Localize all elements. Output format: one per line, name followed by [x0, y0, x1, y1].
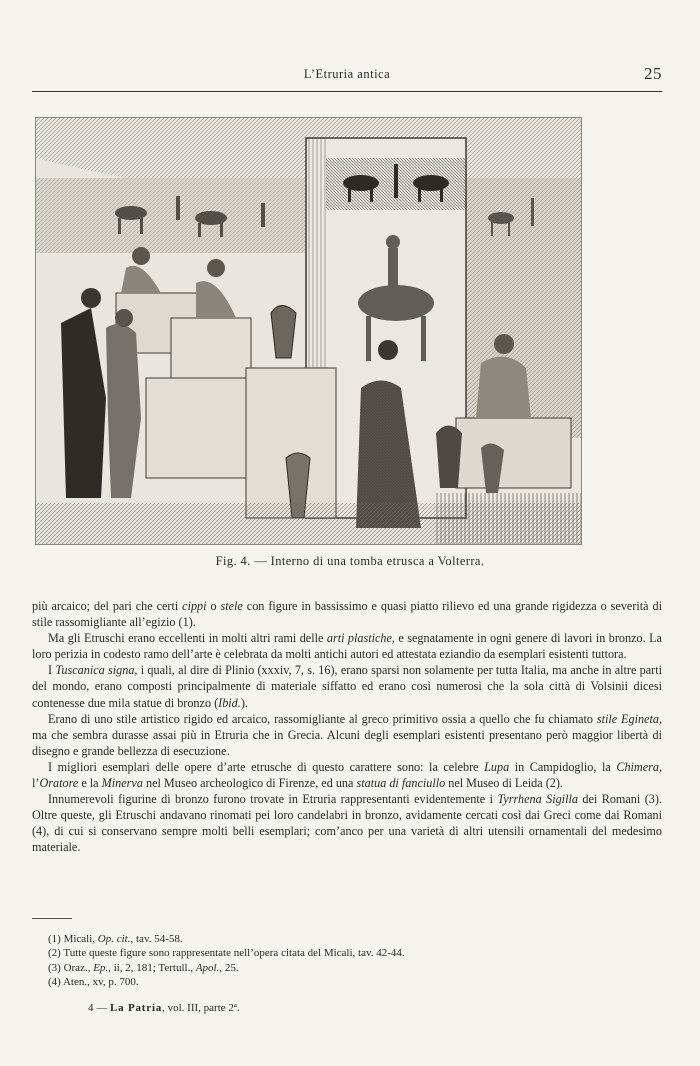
footnote: (4) Aten., xv, p. 700.: [48, 975, 139, 988]
header-rule: [32, 91, 662, 92]
page-number: 25: [644, 64, 662, 83]
footnote: (3) Oraz., Ep., ii, 2, 181; Tertull., Apol., 25.: [48, 961, 239, 974]
running-head: [32, 64, 662, 88]
footnote: (2) Tutte queste figure sono rappresentate nell’opera citata del Micali, tav. 42-44.: [48, 947, 405, 960]
paragraph: Ma gli Etruschi erano eccellenti in molti altri rami delle arti plastiche, e segnatamente in ogni genere di lavori in bronzo. La loro perizia in codesto ramo dell’arte è celebrata da molti antichi autori ed attestata eziandio da esemplari esistenti tuttora.: [32, 631, 662, 662]
paragraph: Innumerevoli figurine di bronzo furono trovate in Etruria rappresentanti evidentemente i Tyrrhena Sigilla dei Romani (3). Oltre queste, gli Etruschi andavano rinomati pei loro candelabri in bronzo, avidamente cercati così dai Greci come dai Romani (4), di cui si conservano sempre molti belli esemplari; com’anco per una varietà di altri utensili ornamentali del medesimo materiale.: [32, 792, 662, 855]
paragraph: più arcaico; del pari che certi cippi o stele con figure in bassissimo e quasi piatto rilievo ed una grande rigidezza o severità di stile rassomigliante all’egizio (1).: [32, 599, 662, 630]
paragraph: I Tuscanica signa, i quali, al dire di Plinio (xxxiv, 7, s. 16), erano sparsi non solamente per tutta Italia, ma anche in altre parti del mondo, erano composti principalmente di materiale siffatto ed erano così numerosi che la sola città di Volsinii dicesi contenesse due mila statue di bronzo (Ibid.).: [32, 663, 662, 710]
paragraph: I migliori esemplari delle opere d’arte etrusche di questo carattere sono: la celebre Lupa in Campidoglio, la Chimera, l’Oratore e la Minerva nel Museo archeologico di Firenze, ed una statua di fanciullo nel Museo di Leida (2).: [32, 759, 663, 791]
figure-caption: Fig. 4. — Interno di una tomba etrusca a Volterra.: [215, 554, 485, 568]
footnotes: [48, 932, 662, 989]
footnote: (1) Micali, Op. cit., tav. 54-58.: [48, 933, 183, 945]
tomb-interior-engraving: [36, 118, 581, 544]
engraving-illustration: [35, 117, 582, 545]
running-title: L’Etruria antica: [303, 67, 391, 81]
footnote-rule: [32, 918, 72, 919]
printer-signature: 4 — La Patria, vol. III, parte 2ª.: [88, 1002, 240, 1014]
body-text: [32, 598, 662, 856]
paragraph: Erano di uno stile artistico rigido ed arcaico, rassomigliante al greco primitivo ossia a quello che fu chiamato stile Egineta, ma che sembra durasse assai più in Etruria che in Grecia. Alcuni degli esemplari esistenti presentano però maggior libertà di disegno e grande bellezza di esecuzione.: [32, 711, 662, 758]
